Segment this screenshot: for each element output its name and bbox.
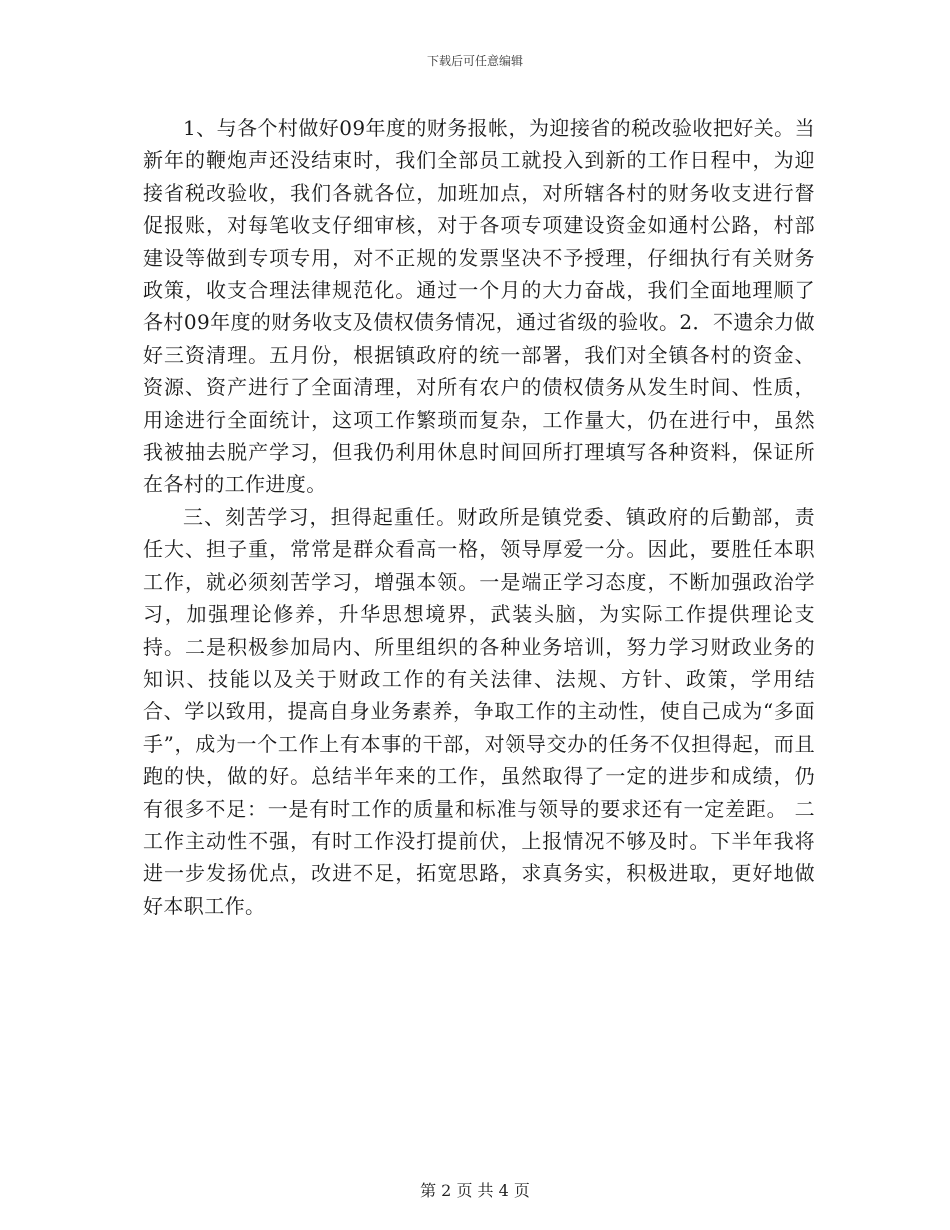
- paragraph-financial-reimbursement: 1、与各个村做好09年度的财务报帐，为迎接省的税改验收把好关。当新年的鞭炮声还没结束时，我们全部员工就投入到新的工作日程中，为迎接省税改验收，我们各就各位，加班加点，对所辖各村的财务收支进行督促报账，对每笔收支仔细审核，对于各项专项建设资金如通村公路，村部建设等做到专项专用，对不正规的发票坚决不予授理，仔细执行有关财务政策，收支合理法律规范化。通过一个月的大力奋战，我们全面地理顺了各村09年度的财务收支及债权债务情况，通过省级的验收。2．不遗余力做好三资清理。五月份，根据镇政府的统一部署，我们对全镇各村的资金、资源、资产进行了全面清理，对所有农户的债权债务从发生时间、性质，用途进行全面统计，这项工作繁琐而复杂，工作量大，仍在进行中，虽然我被抽去脱产学习，但我仍利用休息时间回所打理填写各种资料，保证所在各村的工作进度。: [143, 116, 815, 497]
- page-number-footer: 第 2 页 共 4 页: [420, 1181, 530, 1200]
- document-body: [143, 112, 815, 922]
- page-header: 下载后可任意编辑: [426, 54, 523, 68]
- paragraph-diligent-study: 三、刻苦学习，担得起重任。财政所是镇党委、镇政府的后勤部，责任大、担子重，常常是群众看高一格，领导厚爱一分。因此，要胜任本职工作，就必须刻苦学习，增强本领。一是端正学习态度，不断加强政治学习，加强理论修养，升华思想境界，武装头脑，为实际工作提供理论支持。二是积极参加局内、所里组织的各种业务培训，努力学习财政业务的知识、技能以及关于财政工作的有关法律、法规、方针、政策，学用结合、学以致用，提高自身业务素养，争取工作的主动性，使自己成为“多面手”，成为一个工作上有本事的干部，对领导交办的任务不仅担得起，而且跑的快，做的好。总结半年来的工作，虽然取得了一定的进步和成绩，仍有很多不足：一是有时工作的质量和标准与领导的要求还有一定差距。 二工作主动性不强，有时工作没打提前伏，上报情况不够及时。下半年我将进一步发扬优点，改进不足，拓宽思路，求真务实，积极进取，更好地做好本职工作。: [143, 504, 815, 918]
